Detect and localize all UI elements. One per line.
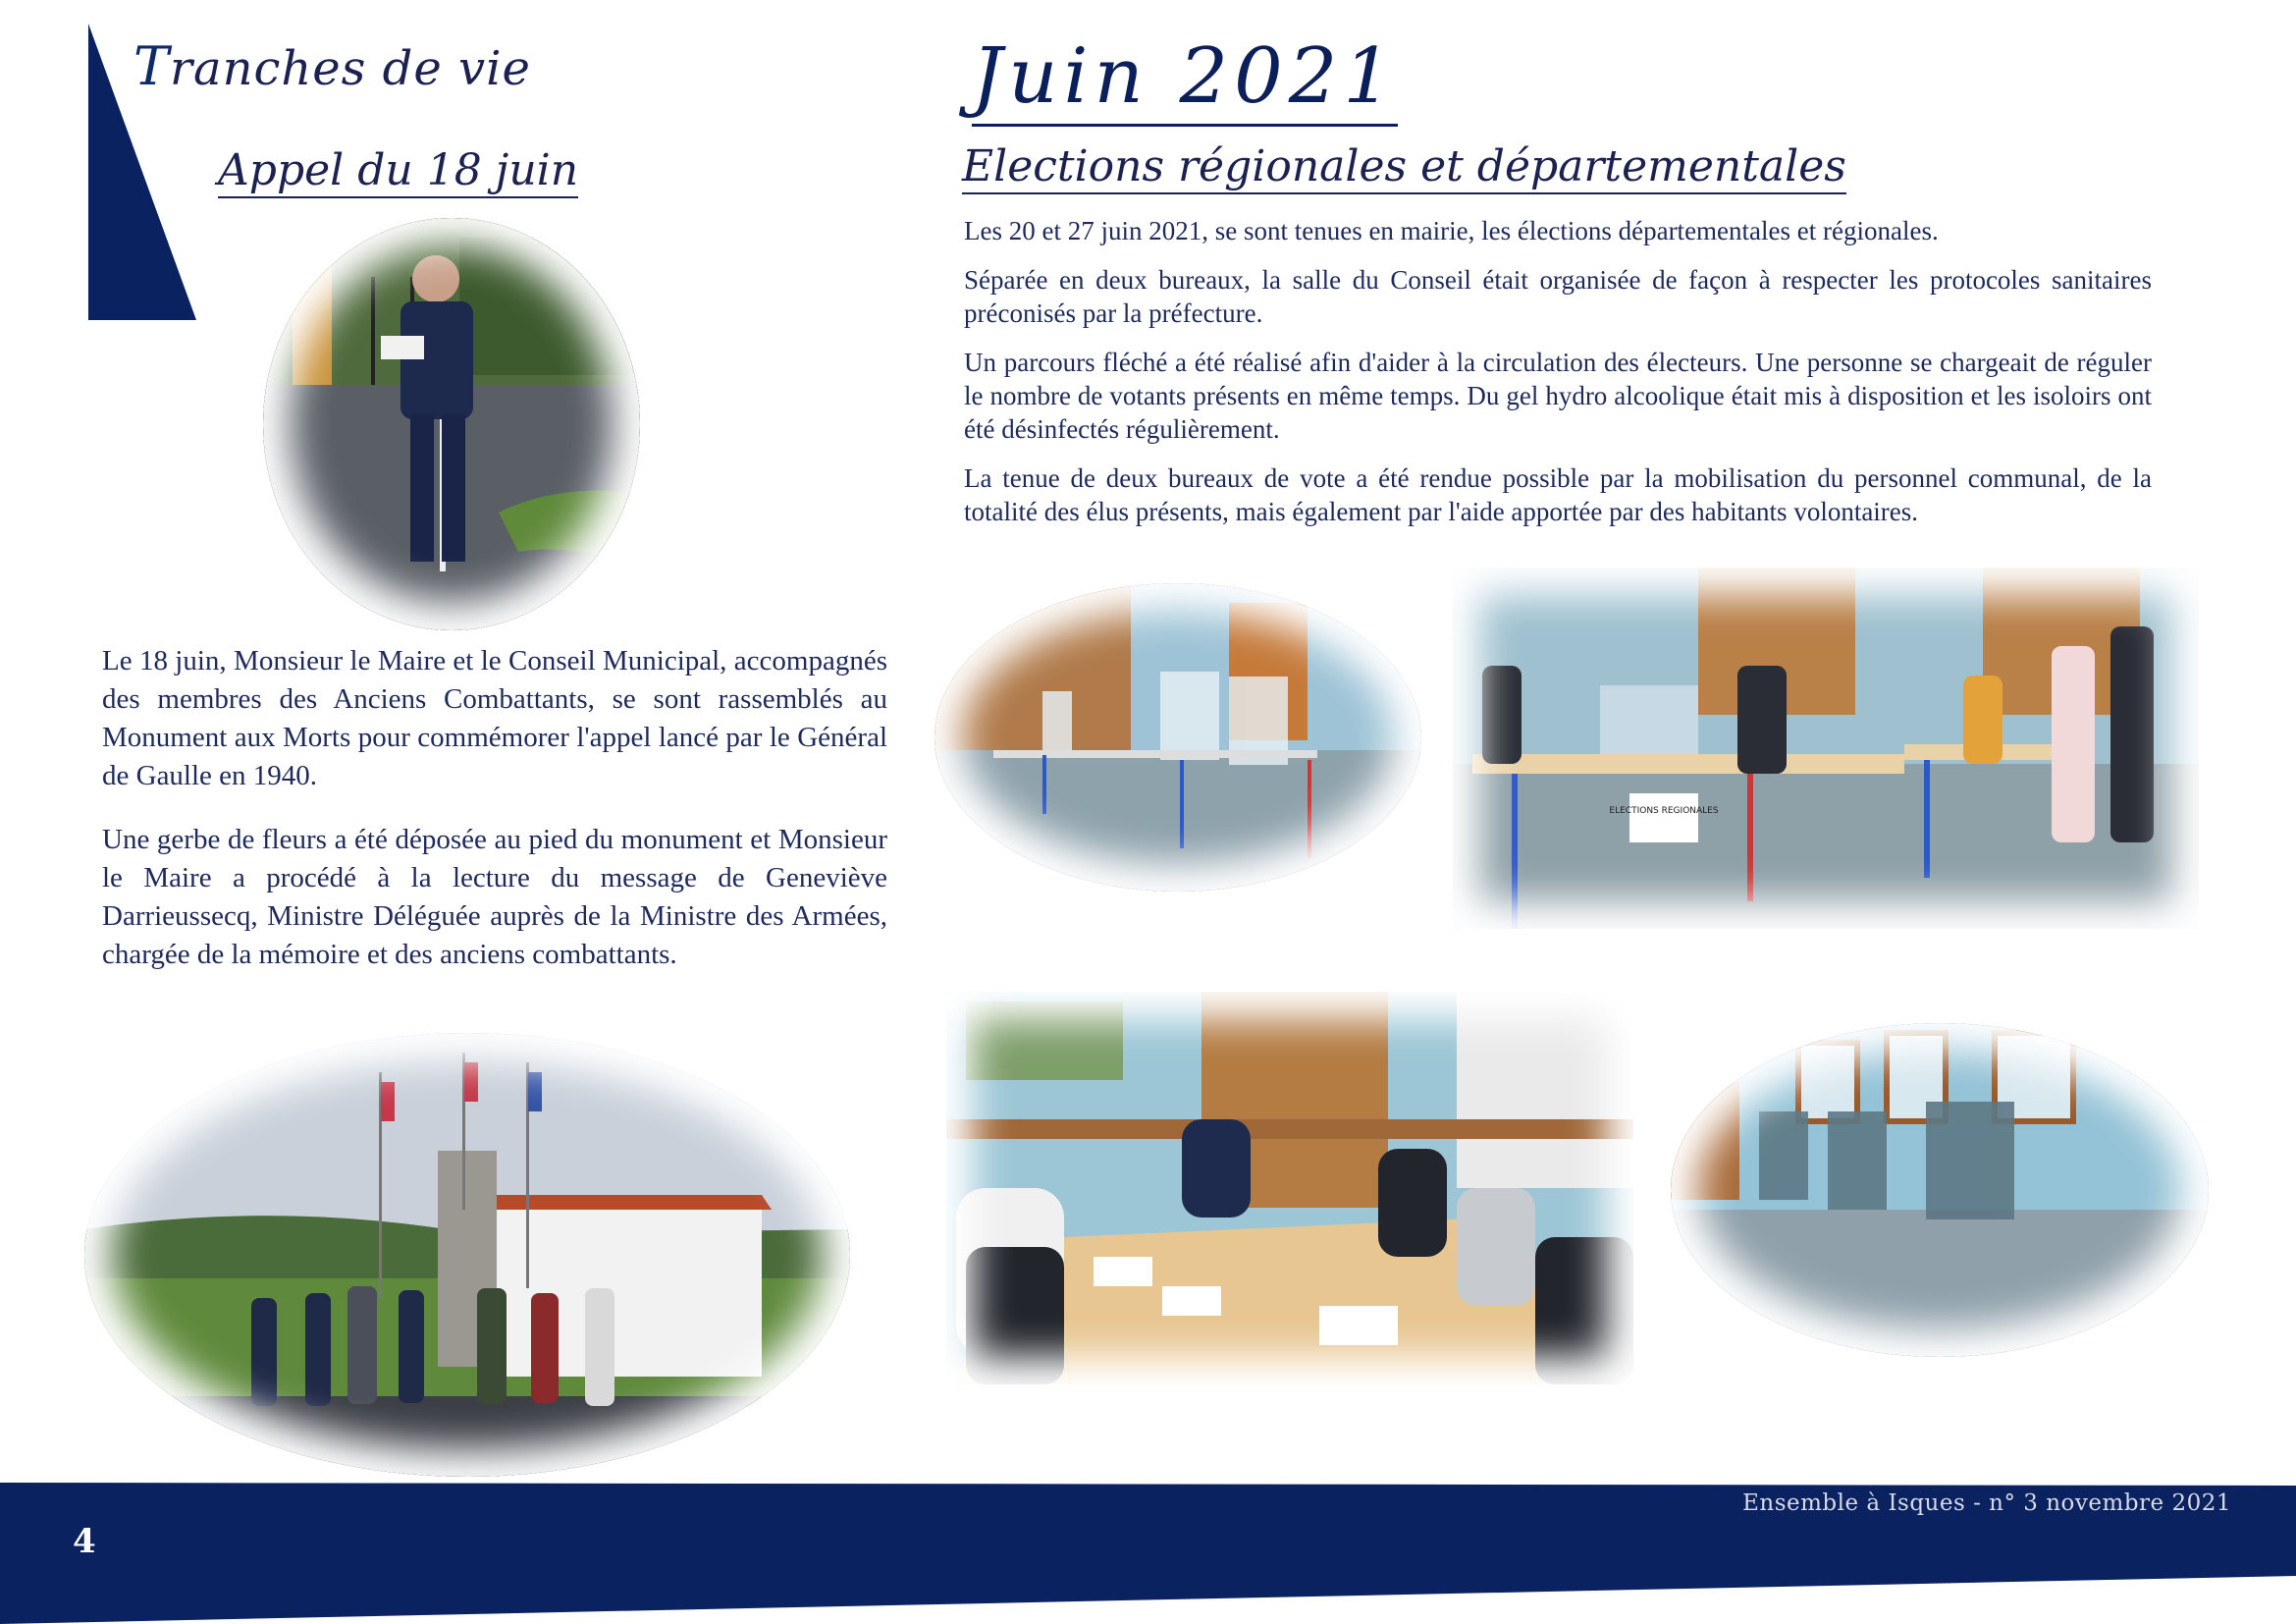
left-heading: Appel du 18 juin bbox=[218, 145, 578, 198]
month-title: Juin 2021 bbox=[972, 29, 1398, 127]
section-label-initial: T bbox=[133, 35, 171, 97]
ballot-box-label: ELECTIONS REGIONALES bbox=[1609, 806, 1719, 816]
photo-monument-group bbox=[84, 1033, 850, 1477]
right-paragraph-4: La tenue de deux bureaux de vote a été rendue possible par la mobilisation du personnel communal, de la totalité des élus présents, mais également par l'aide apportée par des habitants volontaires. bbox=[964, 463, 2152, 526]
right-paragraph-1: Les 20 et 27 juin 2021, se sont tenues en mairie, les élections départementales et régionales. bbox=[964, 216, 1939, 245]
section-label-text: ranches de vie bbox=[170, 41, 531, 96]
right-paragraph-2: Séparée en deux bureaux, la salle du Conseil était organisée de façon à respecter les protocoles sanitaires préconisés par la préfecture. bbox=[964, 265, 2152, 328]
left-text bbox=[102, 642, 887, 974]
photo-voting-officials bbox=[1453, 568, 2199, 929]
left-paragraph-1: Le 18 juin, Monsieur le Maire et le Conseil Municipal, accompagnés des membres des Anciens Combattants, se sont rassemblés au Monument aux Morts pour commémorer l'appel lancé par le Général de Gaulle en 1940. bbox=[102, 645, 887, 791]
right-paragraph-3: Un parcours fléché a été réalisé afin d'aider à la circulation des électeurs. Une personne se chargeait de réguler le nombre de votants présents en même temps. Du gel hydro alcoolique était mis à disposition et les isoloirs ont été désinfectés régulièrement. bbox=[964, 348, 2152, 444]
footer-publication: Ensemble à Isques - n° 3 novembre 2021 bbox=[1742, 1490, 2231, 1516]
right-text bbox=[964, 214, 2152, 528]
left-paragraph-2: Une gerbe de fleurs a été déposée au pied du monument et Monsieur le Maire a procédé à la lecture du message de Geneviève Darrieussecq, Ministre Déléguée auprès de la Ministre des Armées, chargée de la mémoire et des anciens combattants. bbox=[102, 824, 887, 970]
photo-vote-counting bbox=[946, 992, 1633, 1384]
photo-voting-booths bbox=[1671, 1023, 2209, 1357]
photo-mayor-reading bbox=[263, 218, 640, 630]
page-number: 4 bbox=[73, 1522, 96, 1561]
right-heading: Elections régionales et départementales bbox=[962, 141, 1846, 194]
section-label bbox=[133, 35, 531, 97]
photo-voting-room bbox=[934, 583, 1421, 892]
